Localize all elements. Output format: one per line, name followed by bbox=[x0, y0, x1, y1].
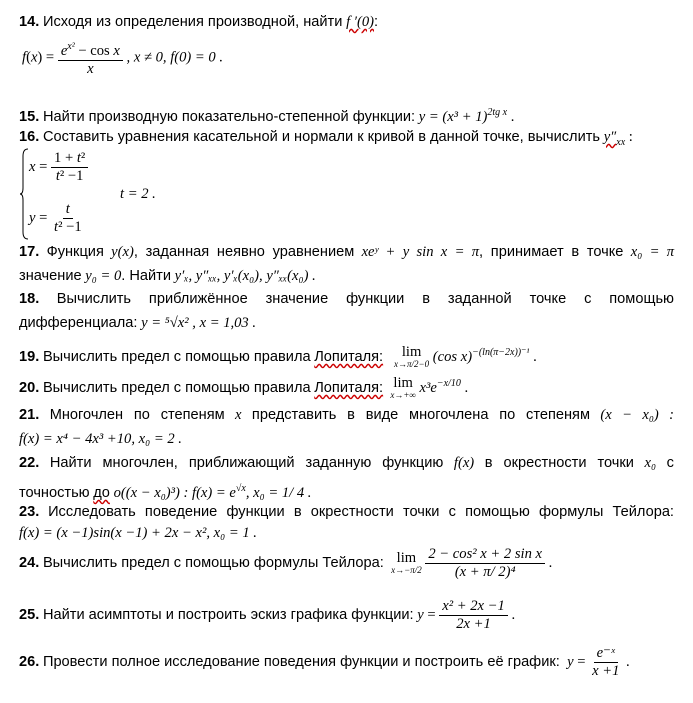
problem-17 bbox=[19, 243, 674, 261]
problem-text: представить в виде многочлена по степеням bbox=[251, 407, 590, 423]
problem-number: 21. bbox=[19, 407, 40, 423]
formula: f(x) = (x −1)sin(x −1) + 2x − x², x₀ = 1 . bbox=[19, 525, 257, 541]
fraction: $\frac{\text{e⁻ˣ}}{x +1}$ bbox=[592, 645, 620, 679]
problem-16-system-line1: x = $\frac{\text{1 + t²}}{\text{t² −1}}$ bbox=[29, 150, 684, 185]
formula: o((x − x₀)³) : f(x) = e bbox=[113, 484, 236, 501]
formula-exponent: −x/10 bbox=[436, 378, 461, 389]
problem-text: Вычислить приближённое значение функции в заданной точке с помощью bbox=[56, 291, 674, 307]
problem-text: Вычислить предел с помощью правила bbox=[42, 379, 311, 396]
problem-text: Исходя из определения производной, найти bbox=[42, 14, 343, 30]
formula: y = ⁵√x² , x = 1,03 . bbox=[141, 315, 257, 331]
problem-14-formula: f(x) = $\frac{e^{x^2} - \cos x}{x}$ , x ≠ 0, f(0) = 0 . bbox=[22, 38, 677, 78]
problem-text: Многочлен по степеням bbox=[49, 407, 225, 423]
limit: lim x→−π/2 bbox=[391, 549, 422, 575]
formula-exponent: 2tg x bbox=[487, 107, 508, 118]
problem-24: 24. Вычислить предел с помощью формулы Тейлора: lim x→−π/2 $\frac{\text{2 − cos² x + 2 sin x}}{\text{(x + π/ 2)⁴}}$ . bbox=[19, 546, 553, 580]
problem-number: 15. bbox=[19, 108, 40, 125]
problem-20: 20. Вычислить предел с помощью правила Лопиталя: lim x→+∞ $x^3e^{-x/10}$ . bbox=[19, 374, 469, 400]
problem-21 bbox=[19, 406, 674, 424]
problem-text: Лопиталя: bbox=[314, 348, 384, 365]
formula: , x₀ = 1/ 4 . bbox=[245, 484, 312, 501]
formula: x₀ = π bbox=[630, 244, 675, 260]
problem-number: 26. bbox=[19, 653, 40, 670]
problem-number: 20. bbox=[19, 379, 40, 396]
formula: (cos x) bbox=[432, 348, 473, 365]
limit: lim x→+∞ bbox=[390, 374, 416, 400]
problem-text: , принимает в точке bbox=[479, 244, 624, 260]
problem-number: 19. bbox=[19, 348, 40, 365]
formula: y(x) bbox=[111, 244, 134, 260]
problem-text: точностью bbox=[19, 484, 90, 501]
fraction: $\frac{\text{x² + 2x −1}}{2x +1}$ bbox=[439, 598, 508, 633]
formula: xeʸ + y sin x = π bbox=[361, 244, 480, 260]
problem-number: 25. bbox=[19, 606, 40, 623]
problem-25: 25. Найти асимптоты и построить эскиз графика функции: y = $\frac{\text{x² + 2x −1}}{2x +1}$ . bbox=[19, 598, 516, 632]
formula: y₀ = 0 bbox=[85, 268, 122, 284]
problem-text: до bbox=[93, 484, 110, 501]
problem-16: 16. Составить уравнения касательной и нормали к кривой в данной точке, вычислить $y''_{xx}$ : bbox=[19, 129, 633, 148]
problem-23 bbox=[19, 503, 674, 521]
problem-text: с bbox=[666, 455, 674, 471]
problem-text: Найти асимптоты и построить эскиз графика функции: bbox=[42, 606, 414, 623]
formula: (x − x₀) : bbox=[600, 407, 674, 423]
problem-text: Составить уравнения касательной и нормали к кривой в данной точке, вычислить bbox=[42, 129, 601, 145]
problem-number: 22. bbox=[19, 455, 40, 471]
formula: f ′(0) bbox=[346, 14, 374, 30]
problem-text: Функция bbox=[46, 244, 104, 260]
problem-text: Исследовать поведение функции в окрестности точки с помощью формулы Тейлора: bbox=[48, 504, 674, 520]
problem-text: Вычислить предел с помощью правила bbox=[42, 348, 311, 365]
formula: y = (x³ + 1) bbox=[418, 108, 488, 125]
formula: x³e bbox=[419, 379, 437, 396]
problem-text: значение bbox=[19, 268, 82, 284]
fraction: $\frac{\text{2 − cos² x + 2 sin x}}{\text{(x + π/ 2)⁴}}$ bbox=[425, 546, 545, 581]
problem-18-line2 bbox=[19, 314, 674, 332]
formula: x₀ bbox=[644, 455, 657, 471]
formula: y′ₓ, y″ₓₓ, y′ₓ(x₀), y″ₓₓ(x₀) . bbox=[174, 268, 316, 284]
problem-15: 15. Найти производную показательно-степенной функции: $y = (x^3 + 1)^{2tg x}$ . bbox=[19, 107, 515, 125]
problem-number: 17. bbox=[19, 244, 40, 260]
problem-19: 19. Вычислить предел с помощью правила Лопиталя: lim x→π/2−0 (cos x)$^{-(ln(\pi-2x))^{-1}}$ . bbox=[19, 343, 537, 369]
problem-14: 14. Исходя из определения производной, найти f ′(0): bbox=[19, 14, 379, 30]
problem-22-line2 bbox=[19, 480, 674, 502]
problem-number: 16. bbox=[19, 129, 40, 145]
formula: f(x) bbox=[453, 455, 475, 471]
problem-21-line2 bbox=[19, 430, 674, 448]
problem-text: Найти многочлен, приближающий заданную функцию bbox=[49, 455, 444, 471]
problem-26: 26. Провести полное исследование поведения функции и построить её график: y = $\frac{\text{e⁻ˣ}}{x +1}$ . bbox=[19, 645, 630, 679]
formula: x bbox=[235, 407, 242, 423]
formula-exponent: √x bbox=[235, 483, 246, 494]
problem-text: дифференциала: bbox=[19, 315, 138, 331]
problem-16-system-line2: y = $\frac{t}{\text{t² −1}}$ bbox=[29, 201, 82, 235]
formula: , x ≠ 0, f(0) = 0 . bbox=[126, 49, 223, 66]
problem-number: 24. bbox=[19, 554, 40, 571]
problem-number: 18. bbox=[19, 291, 40, 307]
formula: f(x) = x⁴ − 4x³ +10, x₀ = 2 . bbox=[19, 431, 182, 447]
problem-text: Вычислить предел с помощью формулы Тейлора: bbox=[42, 554, 384, 571]
problem-17-line2 bbox=[19, 267, 674, 285]
formula: t = 2 . bbox=[120, 186, 156, 202]
problem-text: Найти производную показательно-степенной функции: bbox=[42, 108, 416, 125]
curly-brace-icon bbox=[19, 148, 29, 240]
problem-number: 23. bbox=[19, 504, 40, 520]
formula: y″ bbox=[603, 129, 617, 145]
formula-exponent: −(ln(π−2x))⁻¹ bbox=[472, 347, 530, 358]
problem-text: . Найти bbox=[121, 268, 172, 284]
fraction: $\frac{e^{x^2} - \cos x}{x}$ bbox=[58, 38, 123, 78]
problem-18 bbox=[19, 290, 674, 308]
problem-text: Лопиталя: bbox=[314, 379, 384, 396]
problem-number: 14. bbox=[19, 14, 40, 30]
limit: lim x→π/2−0 bbox=[394, 343, 430, 369]
problem-text: в окрестности точки bbox=[484, 455, 634, 471]
problem-text: Провести полное исследование поведения функции и построить её график: bbox=[42, 653, 560, 670]
problem-22 bbox=[19, 454, 674, 472]
problem-text: , заданная неявно уравнением bbox=[133, 244, 355, 260]
problem-23-line2 bbox=[19, 524, 674, 542]
